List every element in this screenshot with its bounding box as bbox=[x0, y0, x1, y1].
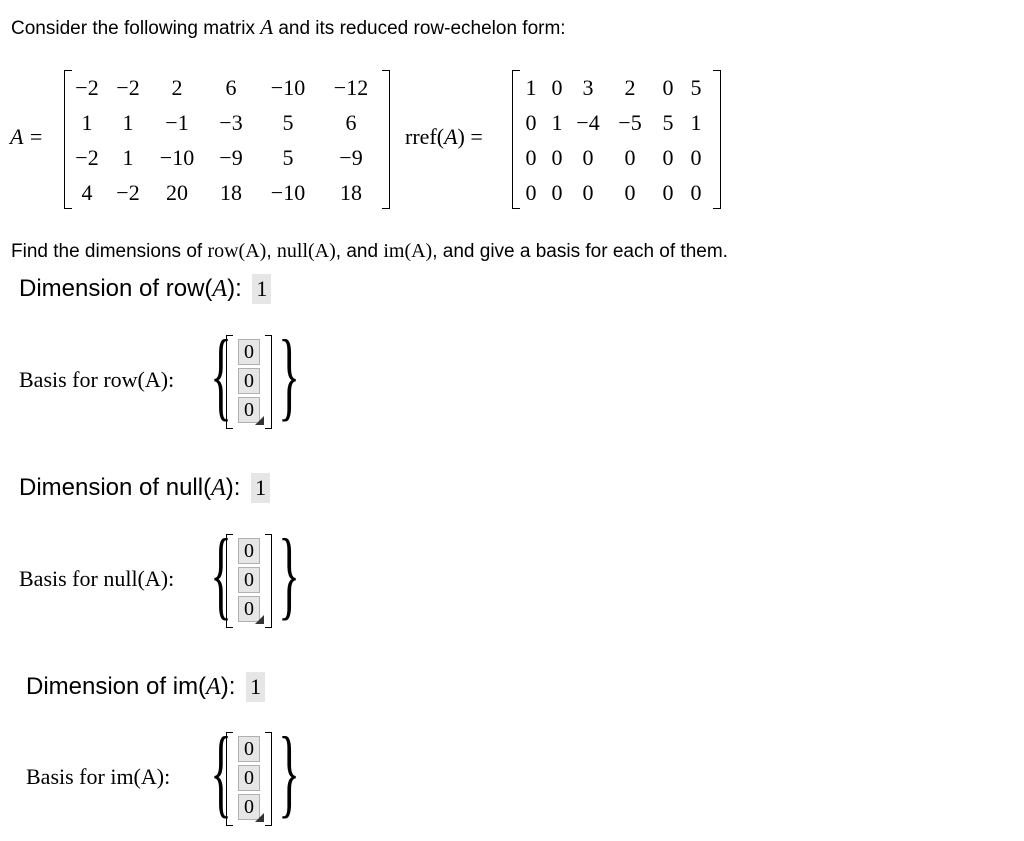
im-basis-vector-set bbox=[210, 716, 301, 830]
rref-cell: 0 bbox=[624, 144, 636, 170]
im-basis-entry-1[interactable]: 0 bbox=[238, 736, 260, 762]
null-dimension-text-end: ): bbox=[225, 474, 241, 501]
matrix-a-cell: −2 bbox=[116, 179, 140, 205]
rref-cell: 1 bbox=[525, 74, 537, 100]
vector-left-bracket bbox=[226, 732, 233, 826]
rref-cell: 0 bbox=[624, 179, 636, 205]
left-brace-icon: { bbox=[210, 716, 232, 827]
null-basis-entry-2[interactable]: 0 bbox=[238, 567, 260, 593]
row-basis-entry-2[interactable]: 0 bbox=[238, 368, 260, 394]
im-dimension-input[interactable]: 1 bbox=[246, 672, 265, 702]
im-basis-label: Basis for im(A): bbox=[26, 764, 171, 789]
im-dimension-text: Dimension of im( bbox=[26, 673, 207, 700]
matrix-a-cell: −2 bbox=[75, 144, 99, 170]
im-dimension-label bbox=[26, 672, 265, 702]
rref-cell: 0 bbox=[551, 74, 563, 100]
null-dimension-label bbox=[19, 473, 270, 503]
rref-cell: 0 bbox=[525, 144, 537, 170]
instructions-sep: , bbox=[266, 241, 277, 262]
matrix-a-cell: 18 bbox=[220, 179, 242, 205]
rref-label-var: A bbox=[444, 124, 458, 149]
matrix-a-cell: 18 bbox=[340, 179, 362, 205]
matrix-a-cell: 6 bbox=[225, 74, 237, 100]
im-dimension-text-end: ): bbox=[220, 673, 236, 700]
rref-cell: 0 bbox=[690, 179, 702, 205]
matrix-a-cell: −10 bbox=[159, 144, 195, 170]
rref-cell: 0 bbox=[662, 144, 674, 170]
matrix-a-cell: 6 bbox=[345, 109, 357, 135]
rref-cell: 0 bbox=[690, 144, 702, 170]
row-dimension-input[interactable]: 1 bbox=[252, 274, 271, 304]
vector-left-bracket bbox=[226, 335, 233, 429]
matrix-a-cell: −2 bbox=[116, 74, 140, 100]
left-brace-icon: { bbox=[210, 518, 232, 629]
resize-handle-icon[interactable] bbox=[255, 416, 264, 425]
vector-right-bracket bbox=[265, 732, 272, 826]
matrix-a-cell: −3 bbox=[219, 109, 243, 135]
resize-handle-icon[interactable] bbox=[255, 615, 264, 624]
prompt-text-end: and its reduced row-echelon form: bbox=[273, 18, 566, 39]
rref-cell: 0 bbox=[662, 74, 674, 100]
instructions-sep: , and bbox=[335, 241, 384, 262]
matrix-a-cell: −9 bbox=[339, 144, 363, 170]
matrix-a-cell: 1 bbox=[81, 109, 93, 135]
row-dimension-text: Dimension of row( bbox=[19, 275, 213, 302]
matrix-a-cell: −10 bbox=[270, 179, 306, 205]
matrix-a-cell: 1 bbox=[122, 109, 134, 135]
null-dimension-text: Dimension of null( bbox=[19, 474, 212, 501]
rref-cell: 5 bbox=[690, 74, 702, 100]
rref-cell: 0 bbox=[525, 109, 537, 135]
matrix-a-cell: 2 bbox=[171, 74, 183, 100]
matrix-a-cell: −9 bbox=[219, 144, 243, 170]
rref-cell: 0 bbox=[525, 179, 537, 205]
rref-cell: −5 bbox=[618, 109, 642, 135]
null-dimension-var: A bbox=[211, 475, 226, 501]
left-brace-icon: { bbox=[210, 319, 232, 430]
instructions bbox=[11, 240, 728, 263]
im-dimension-var: A bbox=[206, 674, 221, 700]
right-brace-icon: } bbox=[278, 319, 300, 430]
rref-cell: 5 bbox=[662, 109, 674, 135]
im-basis-entry-3[interactable]: 0 bbox=[238, 794, 260, 820]
instructions-row: row(A) bbox=[207, 240, 267, 262]
row-basis-label: Basis for row(A): bbox=[19, 367, 175, 392]
null-basis-entry-3[interactable]: 0 bbox=[238, 596, 260, 622]
row-basis-vector bbox=[226, 335, 272, 427]
right-brace-icon: } bbox=[278, 518, 300, 629]
matrix-a-left-bracket bbox=[64, 70, 72, 209]
vector-left-bracket bbox=[226, 534, 233, 628]
rref-label-pre: rref( bbox=[405, 124, 445, 149]
null-basis-entry-1[interactable]: 0 bbox=[238, 538, 260, 564]
matrix-a-cell: 5 bbox=[282, 144, 294, 170]
rref-matrix bbox=[521, 70, 716, 210]
vector-right-bracket bbox=[265, 335, 272, 429]
rref-cell: 0 bbox=[551, 144, 563, 170]
matrix-a-label: A = bbox=[10, 124, 44, 149]
vector-right-bracket bbox=[265, 534, 272, 628]
rref-cell: 0 bbox=[582, 179, 594, 205]
rref-cell: 2 bbox=[624, 74, 636, 100]
row-basis-entry-3[interactable]: 0 bbox=[238, 397, 260, 423]
rref-cell: 1 bbox=[551, 109, 563, 135]
null-basis-vector bbox=[226, 534, 272, 626]
prompt-variable: A bbox=[260, 15, 274, 39]
instructions-text: Find the dimensions of bbox=[11, 241, 208, 262]
row-basis-vector-set bbox=[210, 319, 301, 433]
rref-cell: 1 bbox=[690, 109, 702, 135]
matrix-a-cell: −1 bbox=[165, 109, 189, 135]
problem-prompt bbox=[11, 15, 566, 40]
matrix-a-cell: 5 bbox=[282, 109, 294, 135]
prompt-text: Consider the following matrix bbox=[11, 18, 261, 39]
null-basis-vector-set bbox=[210, 518, 301, 632]
null-basis-label: Basis for null(A): bbox=[19, 566, 175, 591]
instructions-text-end: , and give a basis for each of them. bbox=[432, 241, 728, 262]
right-brace-icon: } bbox=[278, 716, 300, 827]
matrix-a-cell: 20 bbox=[166, 179, 188, 205]
row-basis-entry-1[interactable]: 0 bbox=[238, 339, 260, 365]
rref-cell: 0 bbox=[551, 179, 563, 205]
matrix-a-cell: −10 bbox=[270, 74, 306, 100]
instructions-im: im(A) bbox=[383, 240, 433, 262]
rref-left-bracket bbox=[512, 70, 520, 209]
matrix-a-cell: −12 bbox=[333, 74, 369, 100]
row-dimension-var: A bbox=[212, 276, 228, 302]
row-dimension-text-end: ): bbox=[227, 275, 242, 302]
im-basis-vector bbox=[226, 732, 272, 824]
resize-handle-icon[interactable] bbox=[255, 813, 264, 822]
matrix-a-cell: −2 bbox=[75, 74, 99, 100]
rref-label-post: ) = bbox=[457, 124, 483, 149]
im-basis-entry-2[interactable]: 0 bbox=[238, 765, 260, 791]
matrix-a-cell: 1 bbox=[122, 144, 134, 170]
row-dimension-label bbox=[19, 274, 271, 304]
rref-cell: 3 bbox=[582, 74, 594, 100]
null-dimension-input[interactable]: 1 bbox=[251, 473, 270, 503]
matrix-a bbox=[72, 70, 386, 210]
rref-cell: −4 bbox=[576, 109, 600, 135]
matrix-a-cell: 4 bbox=[81, 179, 93, 205]
rref-label bbox=[405, 124, 483, 150]
rref-cell: 0 bbox=[582, 144, 594, 170]
instructions-null: null(A) bbox=[276, 240, 336, 262]
rref-cell: 0 bbox=[662, 179, 674, 205]
